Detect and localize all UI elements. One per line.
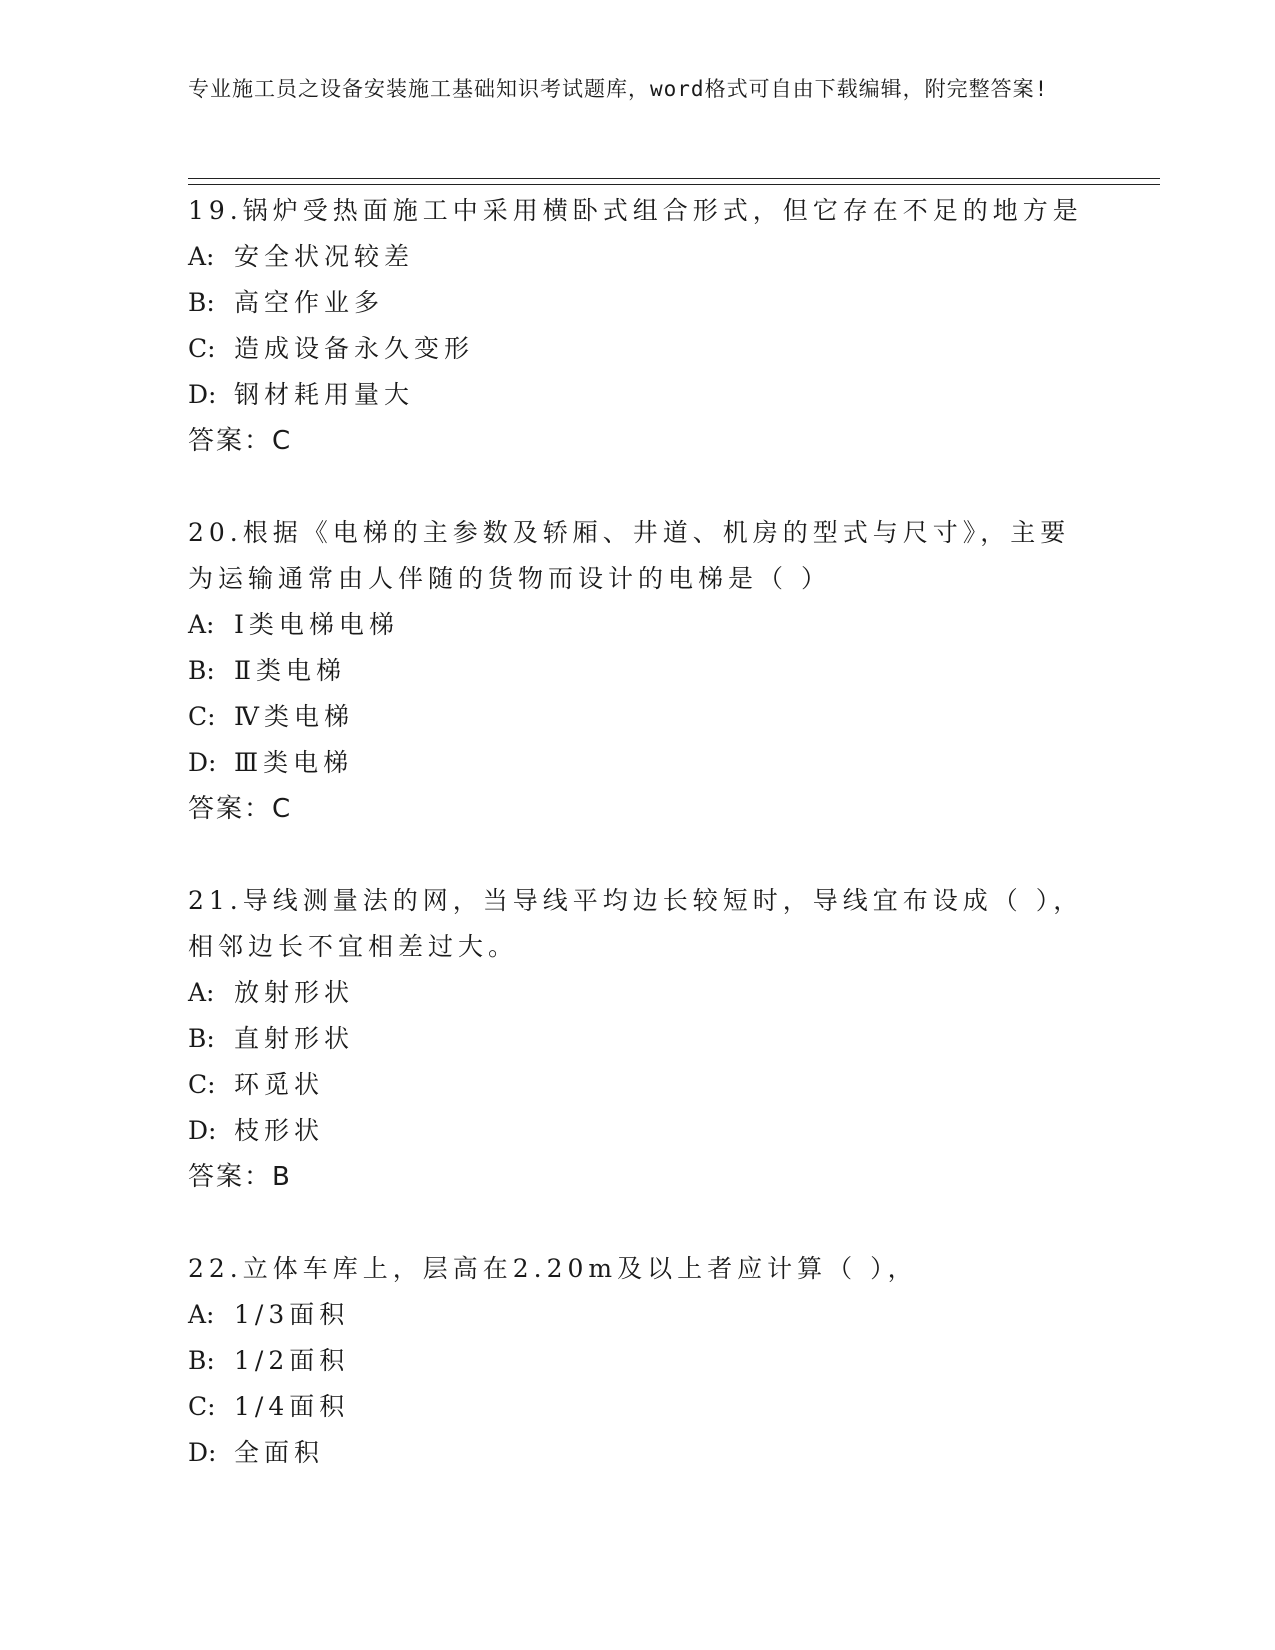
option-letter: D:: [188, 748, 217, 777]
option-text: Ⅰ类电梯电梯: [234, 610, 399, 639]
option-b: [188, 1338, 1088, 1384]
option-text: 环觅状: [234, 1070, 325, 1099]
option-d: [188, 372, 1088, 418]
option-text: 钢材耗用量大: [234, 380, 415, 409]
option-letter: B:: [188, 1346, 215, 1375]
document-header: 专业施工员之设备安装施工基础知识考试题库，word格式可自由下载编辑，附完整答案!: [188, 77, 1049, 101]
option-letter: C:: [188, 1070, 216, 1099]
question-number: 21.: [188, 886, 243, 915]
question-body: 根据《电梯的主参数及轿厢、井道、机房的型式与尺寸》，主要为运输通常由人伴随的货物而设计的电梯是（ ）: [188, 518, 1071, 593]
question-text: [188, 1246, 1088, 1292]
option-letter: C:: [188, 1392, 216, 1421]
option-d: [188, 740, 1088, 786]
option-letter: A:: [188, 1300, 215, 1329]
question-number: 19.: [188, 196, 243, 225]
question-21: [188, 878, 1088, 1200]
header-divider-top: [188, 178, 1160, 179]
option-letter: A:: [188, 242, 215, 271]
option-letter: A:: [188, 978, 215, 1007]
option-d: [188, 1108, 1088, 1154]
question-text: [188, 188, 1088, 234]
option-a: [188, 970, 1088, 1016]
question-body: 立体车库上，层高在2.20m及以上者应计算（ ），: [242, 1254, 918, 1283]
option-a: [188, 1292, 1088, 1338]
option-text: Ⅱ类电梯: [234, 656, 346, 685]
question-text: [188, 510, 1088, 602]
option-letter: C:: [188, 334, 216, 363]
answer-line: 答案：C: [188, 794, 293, 824]
option-text: 1/3面积: [234, 1300, 350, 1329]
option-a: [188, 602, 1088, 648]
option-text: 1/4面积: [234, 1392, 350, 1421]
question-22: [188, 1246, 1088, 1476]
option-c: [188, 326, 1088, 372]
option-letter: D:: [188, 380, 217, 409]
option-text: 全面积: [234, 1438, 325, 1467]
option-b: [188, 1016, 1088, 1062]
option-d: [188, 1430, 1088, 1476]
option-text: 1/2面积: [234, 1346, 350, 1375]
question-text: [188, 878, 1088, 970]
option-c: [188, 694, 1088, 740]
option-c: [188, 1062, 1088, 1108]
option-text: 安全状况较差: [234, 242, 415, 271]
option-a: [188, 234, 1088, 280]
option-text: 直射形状: [234, 1024, 355, 1053]
option-letter: B:: [188, 288, 215, 317]
question-body: 锅炉受热面施工中采用横卧式组合形式，但它存在不足的地方是: [242, 196, 1083, 225]
option-letter: D:: [188, 1116, 217, 1145]
question-19: [188, 188, 1088, 464]
question-list: [188, 188, 1088, 1522]
option-letter: C:: [188, 702, 216, 731]
option-b: [188, 648, 1088, 694]
question-number: 20.: [188, 518, 243, 547]
question-body: 导线测量法的网，当导线平均边长较短时，导线宜布设成（ ），相邻边长不宜相差过大。: [188, 886, 1084, 961]
option-text: 放射形状: [234, 978, 355, 1007]
option-c: [188, 1384, 1088, 1430]
question-20: [188, 510, 1088, 832]
option-text: 高空作业多: [234, 288, 385, 317]
option-letter: B:: [188, 656, 215, 685]
option-b: [188, 280, 1088, 326]
option-text: Ⅲ类电梯: [234, 748, 354, 777]
option-text: Ⅳ类电梯: [234, 702, 354, 731]
option-letter: D:: [188, 1438, 217, 1467]
header-divider-bottom: [188, 184, 1160, 185]
option-text: 造成设备永久变形: [234, 334, 475, 363]
option-letter: A:: [188, 610, 215, 639]
question-number: 22.: [188, 1254, 243, 1283]
option-text: 枝形状: [234, 1116, 325, 1145]
answer-line: 答案：B: [188, 1162, 292, 1192]
option-letter: B:: [188, 1024, 215, 1053]
answer-line: 答案：C: [188, 426, 293, 456]
